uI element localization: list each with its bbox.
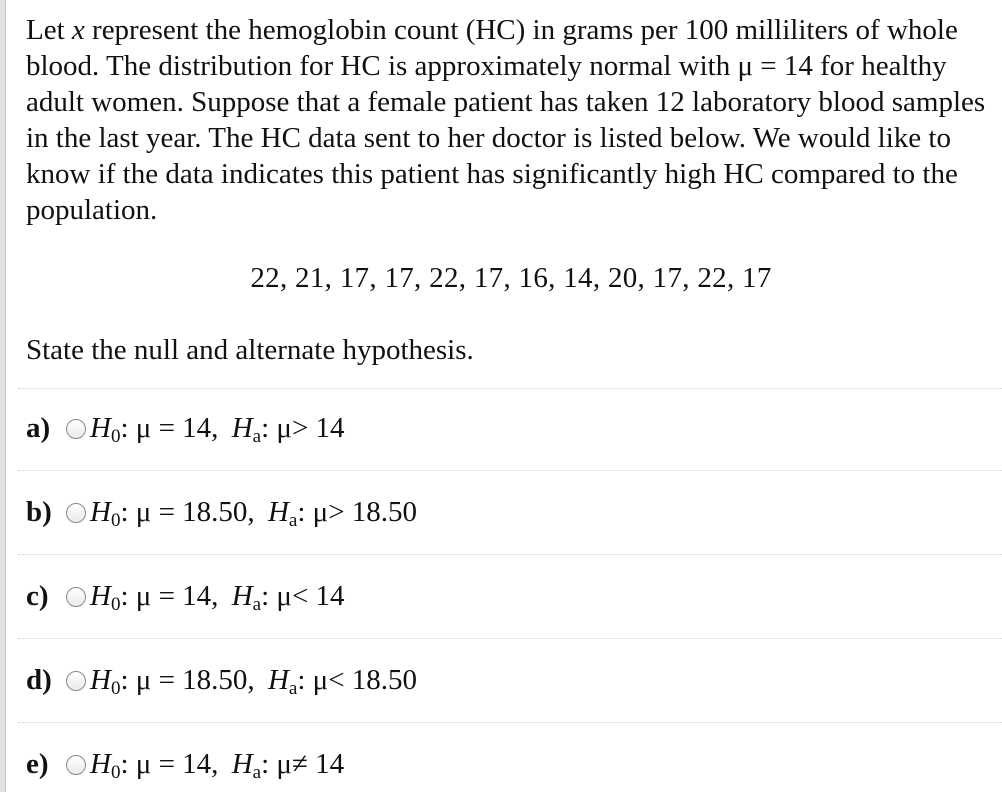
hypothesis-expression: $H_0$: μ = 18.50, $H_a$: μ> 18.50 — [90, 496, 418, 531]
left-margin-bar — [0, 0, 6, 792]
hypothesis-expression: $H_0$: μ = 14, $H_a$: μ< 14 — [90, 580, 345, 615]
divider — [18, 722, 1002, 723]
radio-button-b[interactable] — [66, 503, 86, 523]
problem-statement — [26, 12, 994, 228]
divider — [18, 470, 1002, 471]
question-prompt: State the null and alternate hypothesis. — [26, 334, 474, 366]
hc-data-values: 22, 21, 17, 17, 22, 17, 16, 14, 20, 17, 22, 17 — [250, 262, 772, 294]
radio-button-d[interactable] — [66, 671, 86, 691]
variable-x: x — [71, 14, 85, 46]
divider — [18, 554, 1002, 555]
problem-text-start: Let — [26, 14, 72, 46]
option-letter: e) — [26, 748, 49, 780]
option-e[interactable] — [26, 744, 344, 784]
option-c[interactable] — [26, 576, 345, 616]
radio-button-e[interactable] — [66, 755, 86, 775]
problem-text-rest: represent the hemoglobin count (HC) in grams per 100 milliliters of whole blood. The distribution for HC is approximately normal with μ = 14 for healthy adult women. Suppose that a female patient has taken 12 laboratory blood samples in the last year. The HC data sent to her doctor is listed below. We would like to know if the data indicates this patient has significantly high HC compared to the population. — [26, 14, 986, 226]
radio-button-a[interactable] — [66, 419, 86, 439]
divider — [18, 388, 1002, 389]
hypothesis-expression: $H_0$: μ = 18.50, $H_a$: μ< 18.50 — [90, 664, 418, 699]
option-b[interactable] — [26, 492, 417, 532]
radio-button-c[interactable] — [66, 587, 86, 607]
hypothesis-expression: $H_0$: μ = 14, $H_a$: μ≠ 14 — [90, 748, 345, 783]
option-letter: c) — [26, 580, 49, 612]
divider — [18, 638, 1002, 639]
option-a[interactable] — [26, 408, 345, 448]
option-d[interactable] — [26, 660, 417, 700]
option-letter: b) — [26, 496, 52, 528]
option-letter: d) — [26, 664, 52, 696]
option-letter: a) — [26, 412, 51, 444]
hypothesis-expression: $H_0$: μ = 14, $H_a$: μ> 14 — [90, 412, 345, 447]
